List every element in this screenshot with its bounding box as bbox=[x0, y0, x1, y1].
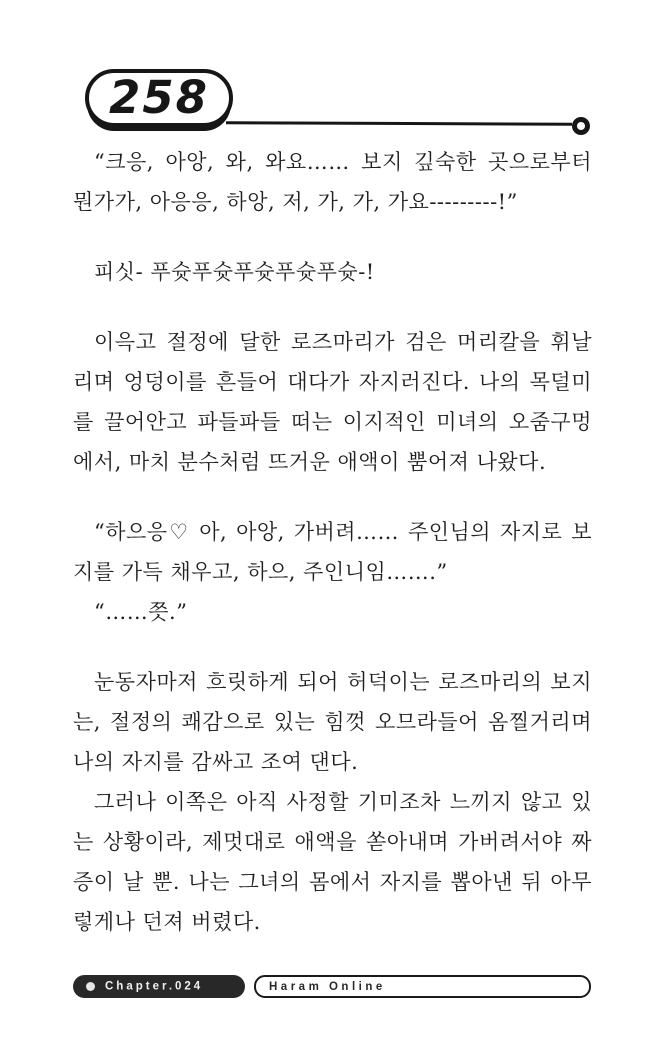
bullet-dot-icon bbox=[86, 982, 95, 991]
paragraph-dialogue: “하으응♡ 아, 아앙, 가버려…… 주인님의 자지로 보지를 가득 채우고, 하으, 주인니임…….” bbox=[73, 520, 592, 584]
chapter-badge bbox=[73, 975, 245, 998]
book-title-label: Haram Online bbox=[269, 980, 386, 993]
paragraph-dialogue: “크응, 아앙, 와, 와요…… 보지 깊숙한 곳으로부터 뭔가가, 아응응, 하앙, 저, 가, 가, 가요---------!” bbox=[73, 150, 592, 214]
paragraph-sfx: 피싯- 푸슛푸슛푸슛푸슛푸슛-! bbox=[94, 260, 375, 284]
paragraph-narration: 이윽고 절정에 달한 로즈마리가 검은 머리칼을 휘날리며 엉덩이를 흔들어 대다가 자지러진다. 나의 목덜미를 끌어안고 파들파들 떠는 이지적인 미녀의 오줌구멍에서, 마치 분수처럼 뜨거운 애액이 뿜어져 나왔다. bbox=[73, 330, 592, 474]
header-rule-line bbox=[226, 121, 572, 126]
page-number: 258 bbox=[109, 70, 209, 124]
paragraph-narration: 눈동자마저 흐릿하게 되어 허덕이는 로즈마리의 보지는, 절정의 쾌감으로 있는 힘껏 오므라들어 옴찔거리며 나의 자지를 감싸고 조여 댄다. bbox=[73, 670, 592, 774]
paragraph-narration: 그러나 이쪽은 아직 사정할 기미조차 느끼지 않고 있는 상황이라, 제멋대로 애액을 쏟아내며 가버려서야 짜증이 날 뿐. 나는 그녀의 몸에서 자지를 뽑아낸 뒤 아무렇게나 던져 버렸다. bbox=[73, 790, 592, 934]
paragraph-dialogue: “……쯧.” bbox=[94, 600, 188, 624]
book-title-box bbox=[254, 975, 591, 998]
page-footer bbox=[0, 975, 661, 999]
page-number-badge bbox=[85, 69, 233, 127]
body-text bbox=[73, 142, 592, 942]
line-end-ring-icon bbox=[572, 117, 590, 135]
chapter-label: Chapter.024 bbox=[105, 980, 204, 992]
